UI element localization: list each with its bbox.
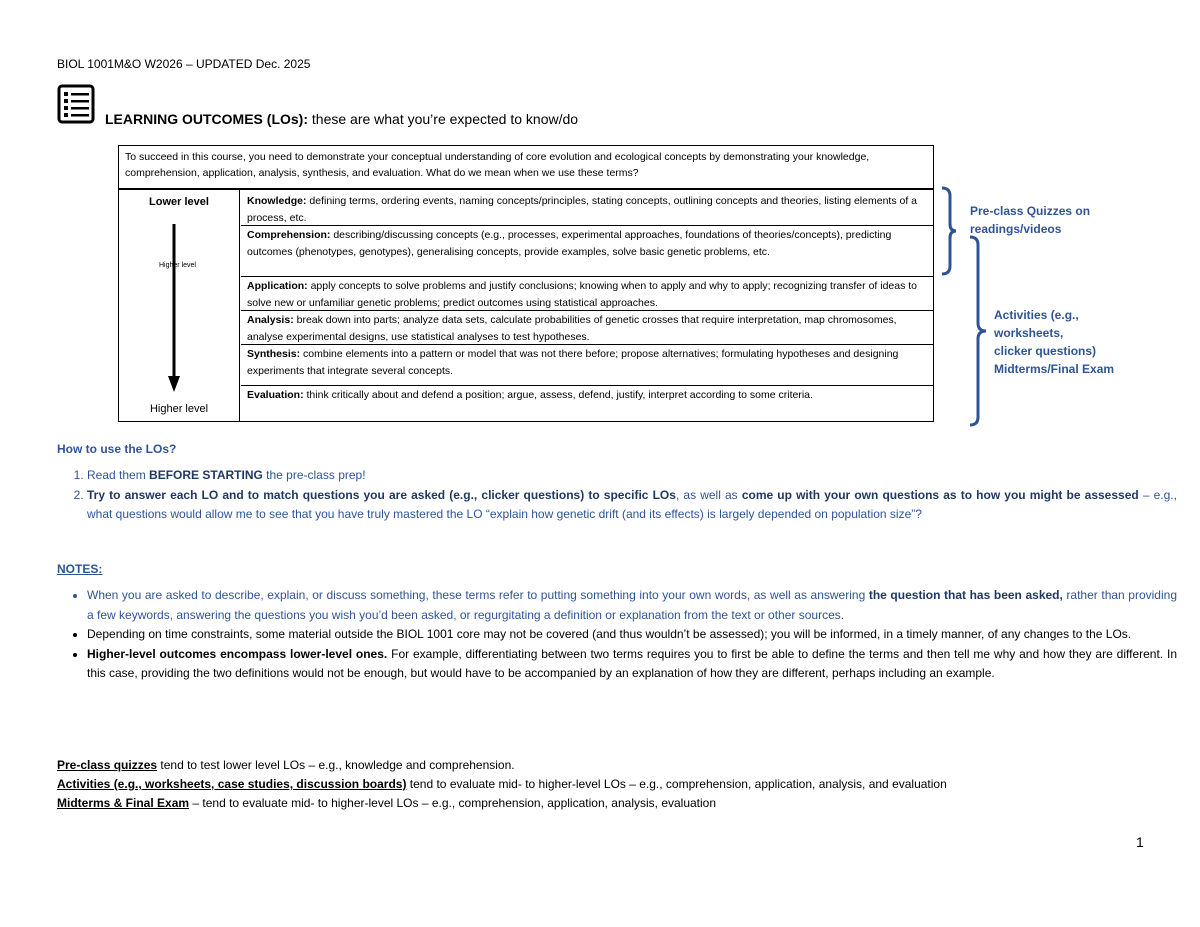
activities-bracket-icon	[966, 235, 988, 427]
row-synthesis	[241, 345, 933, 386]
term-evaluation: Evaluation:	[247, 389, 304, 401]
desc-comprehension: describing/discussing concepts (e.g., processes, experimental approaches, foundations of theories/concepts), predicting outcomes (phenotypes, genotypes), generalising concepts, provide examples, solve basic genetic problems, etc.	[247, 229, 892, 258]
title-rest: these are what you’re expected to know/do	[308, 111, 579, 127]
summary-line	[57, 775, 947, 794]
notes-heading: NOTES:	[57, 562, 103, 576]
down-arrow-icon	[164, 224, 184, 394]
desc-application: apply concepts to solve problems and justify conclusions; knowing when to apply and why to apply; recognizing transfer of ideas to solve new or unfamiliar genetic problems; predict outcomes using statistical approaches.	[247, 280, 918, 309]
term-synthesis: Synthesis:	[247, 348, 301, 360]
lower-level-label: Lower level	[149, 196, 209, 208]
level-column	[119, 190, 240, 421]
checklist-icon	[57, 84, 95, 124]
desc-synthesis: combine elements into a pattern or model that was not there before; propose alternatives; formulating hypotheses and designing experiments that integrate several concepts.	[247, 348, 899, 377]
summary-term: Activities (e.g., worksheets, case studies, discussion boards)	[57, 777, 407, 791]
text: – tend to evaluate mid- to higher-level LOs – e.g., comprehension, application, analysis, evaluation	[189, 796, 717, 810]
row-application	[241, 277, 933, 311]
how-to-list	[57, 466, 1177, 525]
list-item	[87, 645, 1177, 684]
notes-list	[57, 586, 1177, 684]
activities-line: Activities (e.g.,	[994, 308, 1079, 322]
preclass-bracket-icon	[938, 186, 958, 276]
summary-term: Midterms & Final Exam	[57, 796, 190, 810]
page-number: 1	[1136, 834, 1144, 850]
row-comprehension	[241, 226, 933, 277]
document-header: BIOL 1001M&O W2026 – UPDATED Dec. 2025	[57, 57, 311, 71]
summary-term: Pre-class quizzes	[57, 758, 158, 772]
list-item	[87, 466, 1177, 486]
preclass-line: readings/videos	[970, 222, 1062, 236]
row-knowledge	[241, 192, 933, 226]
summary-line	[57, 794, 947, 813]
text: tend to evaluate mid- to higher-level LOs – e.g., comprehension, application, analysis, and evaluation	[406, 777, 947, 791]
text: When you are asked to describe, explain, or discuss something, these terms refer to putting something into your own words, as well as answering	[87, 588, 869, 602]
text: the pre-class prep!	[262, 468, 366, 482]
row-evaluation	[241, 386, 933, 420]
text: – e.g., what questions would allow me to see that you have truly mastered the LO “explain how genetic drift (and its effects) is largely depended on population size”?	[87, 487, 1177, 521]
learning-outcomes-title	[105, 111, 578, 127]
activities-line: clicker questions)	[994, 344, 1097, 358]
desc-evaluation: think critically about and defend a position; argue, assess, defend, justify, interpret according to some criteria.	[303, 389, 813, 401]
text: Depending on time constraints, some material outside the BIOL 1001 core may not be covered (and thus wouldn’t be assessed); you will be informed, in a timely manner, of any changes to the LOs.	[87, 627, 1132, 641]
term-analysis: Analysis:	[247, 314, 294, 326]
emphasis: BEFORE STARTING	[149, 468, 263, 482]
text: Read them	[87, 468, 150, 482]
desc-analysis: break down into parts; analyze data sets, calculate probabilities of genetic crosses that require interpretation, map chromosomes, analyse experimental designs, use statistical analyses to test hypotheses.	[247, 314, 897, 343]
how-to-heading: How to use the LOs?	[57, 442, 177, 456]
term-knowledge: Knowledge:	[247, 195, 307, 207]
activities-note	[994, 306, 1114, 378]
assessment-summary	[57, 756, 947, 813]
emphasis: the question that has been asked,	[868, 588, 1063, 602]
learning-outcomes-table	[118, 145, 934, 422]
title-bold: LEARNING OUTCOMES (LOs):	[105, 111, 308, 127]
table-intro: To succeed in this course, you need to demonstrate your conceptual understanding of core evolution and ecological concepts by demonstrating your knowledge, comprehension, application, analysis, synthesis, and evaluation. What do we mean when we use these terms?	[119, 146, 933, 190]
desc-knowledge: defining terms, ordering events, naming concepts/principles, stating concepts, outlining concepts and theories, listing elements of a process, etc.	[247, 195, 918, 224]
list-item	[87, 486, 1177, 525]
preclass-note	[970, 202, 1090, 238]
higher-level-label: Higher level	[149, 403, 209, 415]
text: For example, differentiating between two terms requires you to first be able to define the terms and then tell me why and how they are different. In this case, providing the two definitions would not be enough, but would have to be accompanied by an explanation of how they are different, perhaps including an example.	[87, 646, 1178, 680]
activities-line: worksheets,	[994, 326, 1064, 340]
emphasis: come up with your own questions as to how you might be assessed	[741, 487, 1139, 502]
preclass-line: Pre-class Quizzes on	[970, 204, 1091, 218]
summary-line	[57, 756, 947, 775]
row-analysis	[241, 311, 933, 345]
emphasis: Try to answer each LO and to match questions you are asked (e.g., clicker questions) to specific LOs	[87, 487, 676, 502]
activities-line: Midterms/Final Exam	[994, 362, 1115, 376]
text: rather than providing a few keywords, answering the questions you wish you’d been asked, or regurgitating a definition or explanation from the text or other sources.	[87, 588, 1177, 622]
list-item	[87, 625, 1177, 645]
arrow-midlabel: Higher level	[159, 262, 196, 269]
text: , as well as	[675, 487, 742, 502]
emphasis: Higher-level outcomes encompass lower-level ones.	[87, 646, 388, 661]
term-comprehension: Comprehension:	[247, 229, 331, 241]
term-application: Application:	[247, 280, 308, 292]
text: tend to test lower level LOs – e.g., knowledge and comprehension.	[157, 758, 515, 772]
list-item	[87, 586, 1177, 625]
